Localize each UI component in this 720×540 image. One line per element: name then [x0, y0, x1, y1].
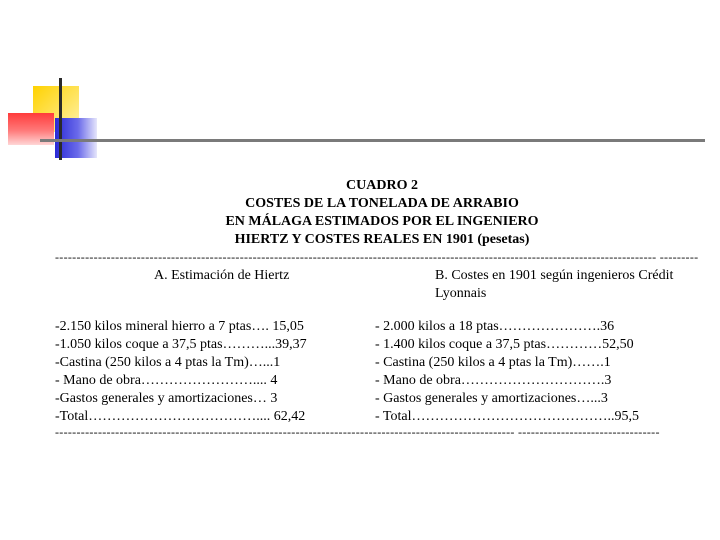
title-line: HIERTZ Y COSTES REALES EN 1901 (pesetas): [234, 232, 530, 247]
title-line: CUADRO 2: [346, 178, 418, 193]
cost-row-a: -Gastos generales y amortizaciones… 3: [55, 391, 278, 406]
column-a-header: A. Estimación de Hiertz: [154, 268, 290, 283]
separator-bottom: ----------------------------------------------------------------------------------------------------------- ---------------------------------: [55, 425, 660, 439]
cost-row-b: - Gastos generales y amortizaciones…...3: [375, 391, 608, 406]
cost-row-b: - 2.000 kilos a 18 ptas………………….36: [375, 319, 615, 334]
cost-row-a: -2.150 kilos mineral hierro a 7 ptas…. 15,05: [55, 319, 304, 334]
total-row-a: -Total……………………………….... 62,42: [55, 409, 306, 424]
decorative-vertical-line: [59, 78, 62, 160]
cost-row-a: -Castina (250 kilos a 4 ptas la Tm)…...1: [55, 355, 281, 370]
table-title: [140, 177, 624, 249]
cost-row-b: - 1.400 kilos coque a 37,5 ptas…………52,50: [375, 337, 634, 352]
column-b-header-continued: Lyonnais: [435, 286, 487, 301]
cost-row-b: - Mano de obra………………………….3: [375, 373, 612, 388]
column-b-header: B. Costes en 1901 según ingenieros Crédit: [435, 268, 674, 283]
separator-top: -------------------------------------------------------------------------------------------------------------------------------------------- ---------: [55, 250, 699, 264]
cost-row-a: -1.050 kilos coque a 37,5 ptas………...39,37: [55, 337, 307, 352]
total-row-b: - Total……………………………………..95,5: [375, 409, 639, 424]
cost-row-a: - Mano de obra…………………….... 4: [55, 373, 278, 388]
decorative-horizontal-rule: [40, 139, 705, 142]
title-line: COSTES DE LA TONELADA DE ARRABIO: [245, 196, 519, 211]
title-line: EN MÁLAGA ESTIMADOS POR EL INGENIERO: [225, 214, 539, 229]
cost-row-b: - Castina (250 kilos a 4 ptas la Tm)…….1: [375, 355, 611, 370]
